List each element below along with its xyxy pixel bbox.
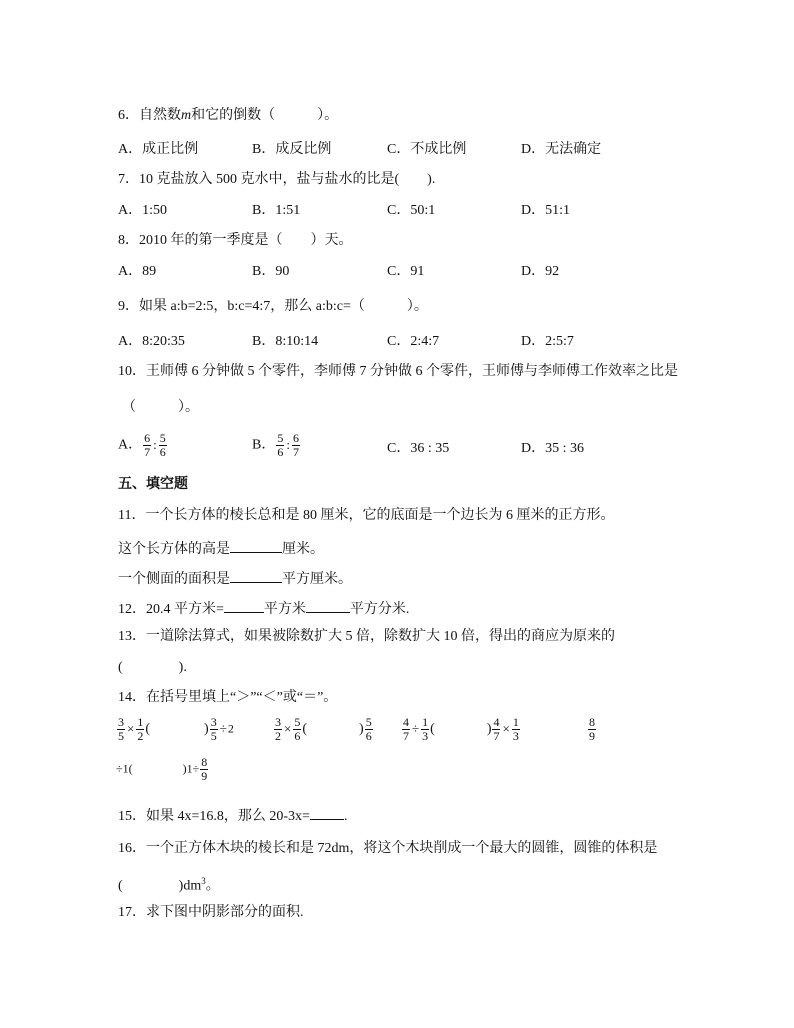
q11-part-2-unit: 平方厘米。 — [282, 572, 352, 587]
q14-expression-4-end — [116, 756, 209, 783]
denominator: 6 — [365, 729, 372, 743]
question-14: 14．在括号里填上“＞”“＜”或“＝”。 — [118, 690, 338, 705]
fraction — [492, 716, 500, 743]
q16-period: 。 — [205, 878, 220, 894]
fraction — [117, 716, 125, 743]
q13-answer-paren: ( ). — [118, 660, 187, 675]
numerator: 6 — [144, 431, 151, 445]
numerator: 8 — [589, 715, 595, 729]
numerator: 5 — [277, 431, 284, 445]
answer-blank[interactable] — [310, 805, 344, 820]
denominator: 6 — [294, 729, 301, 743]
q16-answer-line — [118, 872, 220, 896]
q14-expression-3 — [401, 716, 521, 743]
fraction — [136, 716, 144, 743]
q10-option-c[interactable]: C．36 : 35 — [387, 441, 450, 456]
question-15 — [118, 805, 347, 826]
q6-text-a: 自然数 — [139, 108, 181, 123]
denominator: 7 — [403, 729, 409, 743]
numerator: 1 — [422, 715, 429, 729]
numerator: 3 — [275, 715, 281, 729]
answer-blank[interactable] — [224, 598, 264, 613]
q6-option-a[interactable]: A．成正比例 — [118, 142, 199, 157]
question-7: 7．10 克盐放入 500 克水中，盐与盐水的比是( ). — [118, 172, 436, 187]
numerator: 5 — [294, 715, 301, 729]
fraction — [421, 716, 429, 743]
ratio-sign: : — [286, 436, 290, 452]
q12-unit-1: 平方米 — [263, 602, 306, 617]
integer: 2 — [227, 721, 234, 736]
denominator: 5 — [210, 729, 217, 743]
q10-option-b[interactable] — [252, 432, 301, 459]
q11-part-1 — [118, 538, 324, 559]
denominator: 6 — [277, 445, 284, 459]
q12-unit-2: 平方分米. — [349, 602, 410, 617]
q8-option-a[interactable]: A．89 — [118, 264, 157, 279]
numerator: 1 — [137, 715, 144, 729]
divide-sign: ÷ — [412, 720, 420, 736]
divide-sign: ÷ — [219, 720, 227, 736]
fraction — [402, 716, 410, 743]
paren-close: ) — [359, 721, 364, 737]
numerator: 4 — [493, 715, 500, 729]
q9-option-d[interactable]: D．2:5:7 — [521, 334, 574, 349]
times-sign: × — [127, 720, 135, 736]
question-17: 17．求下图中阴影部分的面积. — [118, 905, 304, 920]
q9-option-b[interactable]: B．8:10:14 — [252, 334, 319, 349]
q6-option-d[interactable]: D．无法确定 — [521, 142, 602, 157]
numerator: 3 — [118, 715, 124, 729]
denominator: 6 — [159, 445, 166, 459]
q6-option-c[interactable]: C．不成比例 — [387, 142, 467, 157]
denominator: 9 — [201, 769, 208, 783]
numerator: 8 — [201, 755, 208, 769]
q7-option-b[interactable]: B．1:51 — [252, 203, 301, 218]
paren-open: ( — [145, 721, 151, 737]
q14-expression-1 — [116, 716, 234, 743]
times-sign: × — [284, 720, 292, 736]
paren-open: ( — [430, 721, 435, 737]
question-13: 13．一道除法算式，如果被除数扩大 5 倍，除数扩大 10 倍，得出的商应为原来的 — [118, 629, 615, 644]
fraction — [512, 716, 520, 743]
q6-option-b[interactable]: B．成反比例 — [252, 142, 332, 157]
q9-option-a[interactable]: A．8:20:35 — [118, 334, 185, 349]
q6-number: 6． — [118, 108, 139, 123]
q14-line2-text-b: )1÷ — [182, 761, 200, 776]
q14-line2-text-a: ÷1( — [116, 761, 133, 776]
q15-period: . — [343, 809, 348, 824]
numerator: 5 — [159, 431, 166, 445]
paren-close: ) — [486, 721, 492, 737]
q9-option-c[interactable]: C．2:4:7 — [387, 334, 440, 349]
q7-option-a[interactable]: A．1:50 — [118, 203, 167, 218]
numerator: 3 — [210, 715, 217, 729]
q16-answer-paren: ( )dm — [118, 878, 202, 894]
denominator: 2 — [137, 729, 144, 743]
fraction — [292, 432, 300, 459]
denominator: 3 — [512, 729, 519, 743]
fraction — [365, 716, 373, 743]
q10-option-a[interactable] — [118, 432, 168, 459]
q8-option-d[interactable]: D．92 — [521, 264, 560, 279]
denominator: 9 — [589, 729, 595, 743]
denominator: 7 — [292, 445, 299, 459]
fraction — [293, 716, 301, 743]
q11-part-2-text: 一个侧面的面积是 — [118, 572, 230, 587]
q7-option-c[interactable]: C．50:1 — [387, 203, 436, 218]
denominator: 7 — [144, 445, 151, 459]
q6-text-b: 和它的倒数（ ）。 — [191, 108, 339, 123]
paren-close: ) — [204, 721, 209, 737]
ratio-sign: : — [153, 436, 157, 452]
numerator: 1 — [512, 715, 519, 729]
times-sign: × — [502, 720, 510, 736]
fraction — [210, 716, 218, 743]
question-9: 9．如果 a:b=2:5，b:c=4:7，那么 a:b:c=（ ）。 — [118, 299, 428, 314]
q11-part-2 — [118, 568, 352, 589]
q10-option-b-label: B． — [252, 437, 276, 453]
q10-option-d[interactable]: D．35 : 36 — [521, 441, 584, 456]
q15-text: 15．如果 4x=16.8，那么 20-3x= — [118, 809, 310, 824]
fraction — [274, 716, 282, 743]
question-6 — [118, 107, 338, 125]
q14-expression-4-start — [587, 716, 597, 743]
fraction — [159, 432, 167, 459]
denominator: 3 — [422, 729, 429, 743]
q10-answer-paren: （ ）。 — [122, 400, 199, 415]
numerator: 6 — [292, 431, 299, 445]
q11-part-1-unit: 厘米。 — [282, 542, 324, 557]
fraction — [276, 432, 284, 459]
q14-expression-2 — [273, 716, 374, 743]
q7-option-d[interactable]: D．51:1 — [521, 203, 570, 218]
fraction — [588, 716, 596, 743]
numerator: 5 — [365, 715, 372, 729]
question-11: 11．一个长方体的棱长总和是 80 厘米，它的底面是一个边长为 6 厘米的正方形。 — [118, 508, 615, 523]
q11-part-1-text: 这个长方体的高是 — [118, 542, 230, 557]
numerator: 4 — [403, 715, 409, 729]
question-12 — [118, 598, 409, 619]
section-title: 五、填空题 — [118, 477, 188, 492]
q10-option-a-label: A． — [118, 437, 143, 453]
cubic-superscript: 3 — [201, 876, 206, 886]
q12-text: 12．20.4 平方米= — [118, 602, 224, 617]
q8-option-c[interactable]: C．91 — [387, 264, 425, 279]
q6-variable: m — [181, 108, 192, 123]
paren-open: ( — [302, 721, 308, 737]
denominator: 2 — [275, 729, 281, 743]
denominator: 7 — [493, 729, 500, 743]
question-10: 10．王师傅 6 分钟做 5 个零件，李师傅 7 分钟做 6 个零件，王师傅与李师傅工作效率之比是 — [118, 364, 678, 379]
answer-blank[interactable] — [230, 568, 282, 583]
q8-option-b[interactable]: B．90 — [252, 264, 290, 279]
fraction — [200, 756, 208, 783]
answer-blank[interactable] — [230, 538, 282, 553]
answer-blank[interactable] — [306, 598, 350, 613]
question-8: 8．2010 年的第一季度是（ ）天。 — [118, 233, 353, 248]
denominator: 5 — [118, 729, 124, 743]
fraction — [143, 432, 151, 459]
question-16: 16．一个正方体木块的棱长和是 72dm，将这个木块削成一个最大的圆锥，圆锥的体积是 — [118, 841, 658, 856]
